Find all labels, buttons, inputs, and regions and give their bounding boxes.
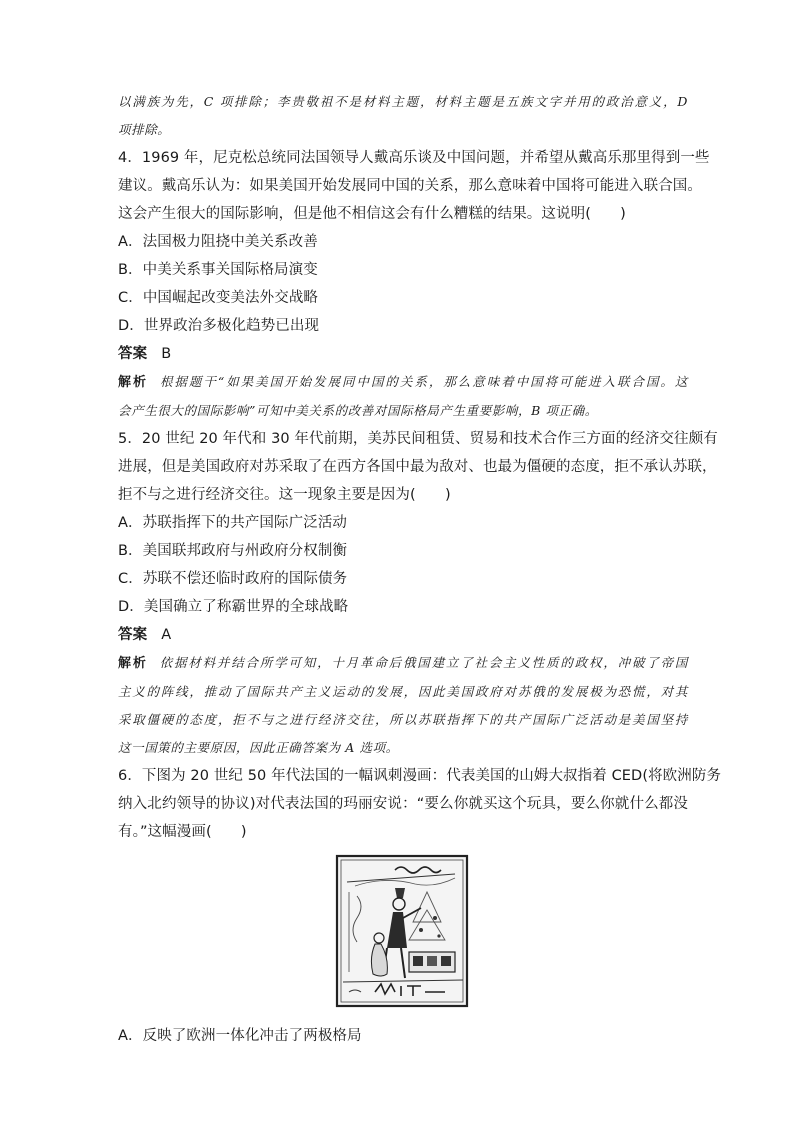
question-4 [118, 148, 710, 421]
q4-option-b: B．中美关系事关国际格局演变 [118, 262, 318, 278]
q6-option-a: A．反映了欧洲一体化冲击了两极格局 [118, 1028, 362, 1044]
q4-answer [118, 344, 688, 364]
q5-stem-line-3: 拒不与之进行经济交往。这一现象主要是因为( ) [118, 487, 451, 503]
cartoon-figure [118, 852, 688, 1012]
q3-analysis-line-1: 以满族为先，C 项排除；李贵敬祖不是材料主题，材料主题是五族文字并用的政治意义，D [118, 94, 688, 109]
q5-option-a: A．苏联指挥下的共产国际广泛活动 [118, 515, 348, 531]
q5-analysis-label: 解析 [118, 656, 148, 671]
q4-analysis-line-1 [118, 372, 688, 393]
q6-stem-line-2: 纳入北约领导的协议)对代表法国的玛丽安说：“要么你就买这个玩具，要么你就什么都没 [118, 796, 688, 812]
q5-answer [118, 625, 688, 645]
q4-option-a: A．法国极力阻挠中美关系改善 [118, 234, 318, 250]
satirical-cartoon-image [335, 852, 471, 1012]
document-page [118, 92, 722, 1054]
q5-option-b: B．美国联邦政府与州政府分权制衡 [118, 543, 348, 559]
q4-analysis-line-2: 会产生很大的国际影响”可知中美关系的改善对国际格局产生重要影响，B 项正确。 [118, 403, 598, 418]
q4-stem-line-2: 建议。戴高乐认为：如果美国开始发展同中国的关系，那么意味着中国将可能进入联合国。 [118, 178, 702, 194]
q5-analysis-line-1 [118, 653, 688, 674]
q4-answer-label: 答案 [118, 346, 148, 362]
q4-stem-line-3: 这会产生很大的国际影响，但是他不相信这会有什么糟糕的结果。这说明( ) [118, 206, 626, 222]
q4-stem-line-1: 4．1969 年，尼克松总统同法国领导人戴高乐谈及中国问题，并希望从戴高乐那里得到一些 [118, 150, 710, 166]
q3-analysis-line-2: 项排除。 [118, 122, 171, 137]
q5-answer-label: 答案 [118, 627, 148, 643]
q4-analysis-text-1: 根据题干“如果美国开始发展同中国的关系，那么意味着中国将可能进入联合国。这 [159, 374, 689, 389]
q4-option-d: D．世界政治多极化趋势已出现 [118, 318, 320, 334]
q5-stem-line-1: 5．20 世纪 20 年代和 30 年代前期，美苏民间租赁、贸易和技术合作三方面的经济交往颇有 [118, 431, 718, 447]
q6-stem-line-3: 有。”这幅漫画( ) [118, 824, 247, 840]
q5-analysis-line-3: 采取僵硬的态度，拒不与之进行经济交往，所以苏联指挥下的共产国际广泛活动是美国坚持 [118, 712, 688, 727]
q6-stem-line-1: 6．下图为 20 世纪 50 年代法国的一幅讽刺漫画：代表美国的山姆大叔指着 CED(将欧洲防务 [118, 768, 722, 784]
q5-stem-line-2: 进展，但是美国政府对苏采取了在西方各国中最为敌对、也最为僵硬的态度，拒不承认苏联， [118, 459, 717, 475]
q4-analysis-label: 解析 [118, 375, 148, 390]
q4-option-c: C．中国崛起改变美法外交战略 [118, 290, 319, 306]
q5-analysis-line-4: 这一国策的主要原因，因此正确答案为 A 选项。 [118, 740, 399, 755]
q5-analysis-text-1: 依据材料并结合所学可知，十月革命后俄国建立了社会主义性质的政权，冲破了帝国 [159, 655, 689, 670]
question-5 [118, 429, 718, 758]
q5-option-d: D．美国确立了称霸世界的全球战略 [118, 599, 349, 615]
q5-option-c: C．苏联不偿还临时政府的国际债务 [118, 571, 348, 587]
question-6 [118, 766, 722, 1046]
q5-analysis-line-2: 主义的阵线，推动了国际共产主义运动的发展，因此美国政府对苏俄的发展极为恐慌，对其 [118, 684, 688, 699]
q5-answer-value: A [161, 627, 172, 643]
q4-answer-value: B [161, 346, 172, 362]
